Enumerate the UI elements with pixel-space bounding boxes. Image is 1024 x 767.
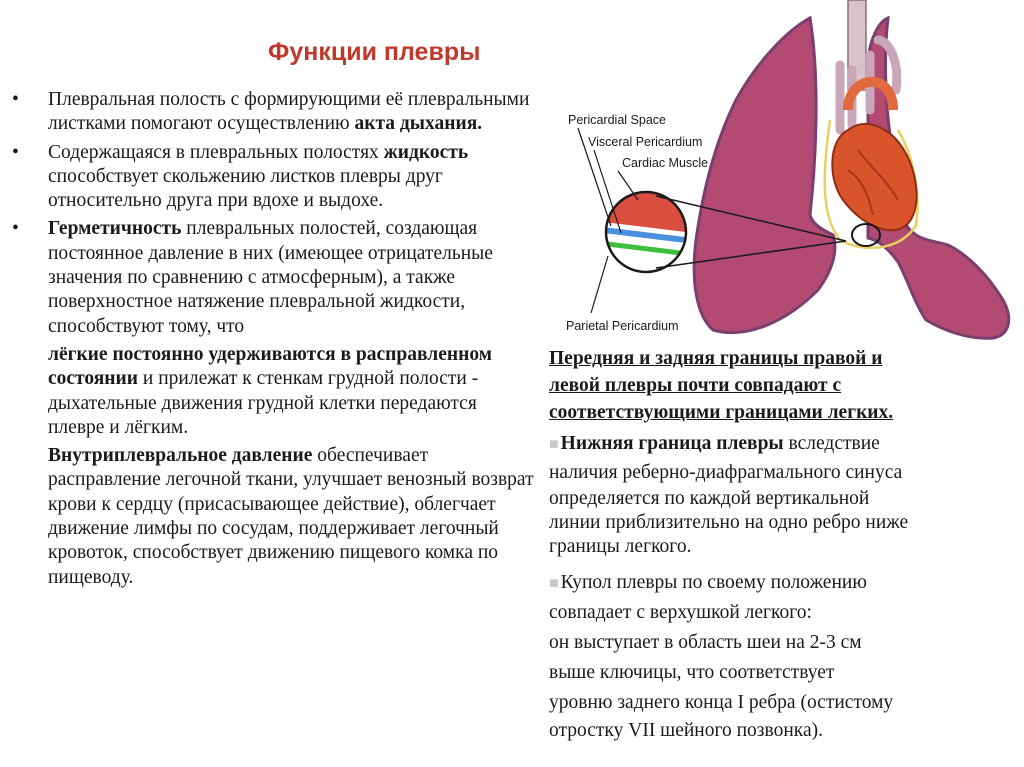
label-pericardial-space: Pericardial Space bbox=[568, 113, 666, 127]
slide-title: Функции плевры bbox=[268, 38, 481, 66]
paragraph-pressure-bold: Внутриплевральное давление bbox=[48, 445, 313, 467]
paragraph-pressure-post: обеспечивает расправление легочной ткани, улучшает венозный возврат крови к сердцу (присасывающее действие), облегчает движение лимфы по сосудам, поддерживает легочный кровоток, способствует движению пищевого комка по пищеводу. bbox=[48, 445, 534, 588]
bullet-2-pre: Содержащаяся в плевральных полостях bbox=[48, 141, 384, 163]
dome-line-6: отростку VII шейного позвонка). bbox=[549, 720, 823, 741]
label-parietal-pericardium: Parietal Pericardium bbox=[566, 319, 679, 333]
lungs-heart-illustration bbox=[548, 0, 1024, 345]
lower-border-line-1 bbox=[549, 430, 1024, 458]
dome-line-1 bbox=[549, 569, 1024, 598]
bullet-icon: • bbox=[12, 141, 19, 163]
dome-line-2: совпадает с верхушкой легкого: bbox=[549, 602, 812, 623]
borders-line-1: Передняя и задняя границы правой и bbox=[549, 348, 883, 369]
bullet-item-3 bbox=[12, 217, 537, 338]
bullet-3-post: плевральных полостей, создающая постоянное давление в них (имеющее отрицательные значения по сравнению с атмосферным), а также поверхностное натяжение плевральной жидкости, способствуют тому, что bbox=[48, 218, 493, 337]
square-bullet-icon: ■ bbox=[549, 575, 559, 592]
paragraph-lungs-post: и прилежат к стенкам грудной полости - дыхательные движения грудной клетки передаются плевре и лёгким. bbox=[48, 368, 479, 438]
paragraph-lungs bbox=[12, 343, 537, 440]
paragraph-lungs-bold: лёгкие постоянно удерживаются в расправленном состоянии bbox=[48, 343, 493, 390]
label-visceral-pericardium: Visceral Pericardium bbox=[588, 135, 703, 149]
bullet-2-post: способствует скольжению листков плевры друг относительно друга при вдохе и выдохе. bbox=[48, 165, 443, 212]
lower-border-line-4: линии приблизительно на одно ребро ниже bbox=[549, 512, 909, 533]
lower-border-line-5: границы легкого. bbox=[549, 536, 692, 557]
dome-line-1-text: Купол плевры по своему положению bbox=[560, 572, 867, 593]
left-column bbox=[12, 88, 537, 594]
borders-line-2: левой плевры почти совпадают с bbox=[549, 375, 842, 396]
bullet-2-bold: жидкость bbox=[383, 141, 469, 163]
bullet-icon: • bbox=[12, 218, 19, 240]
dome-line-3: он выступает в область шеи на 2-3 см bbox=[549, 632, 862, 653]
bullet-icon: • bbox=[12, 89, 19, 110]
pointer-line bbox=[591, 256, 608, 313]
borders-line-3: соответствующими границами легких. bbox=[549, 402, 894, 423]
paragraph-pressure bbox=[12, 444, 537, 590]
label-cardiac-muscle: Cardiac Muscle bbox=[622, 156, 709, 170]
right-lung bbox=[694, 18, 835, 333]
lower-border-post: вследствие bbox=[783, 433, 880, 454]
bullet-item-2 bbox=[12, 141, 537, 214]
bullet-1-bold: акта дыхания. bbox=[354, 113, 483, 135]
dome-line-5: уровню заднего конца I ребра (остистому bbox=[549, 692, 894, 713]
lower-border-line-2: наличия реберно-диафрагмального синуса bbox=[549, 462, 903, 483]
right-column bbox=[549, 345, 1024, 744]
lower-border-bold: Нижняя граница плевры bbox=[560, 433, 784, 454]
square-bullet-icon: ■ bbox=[549, 436, 559, 453]
bullet-item-1 bbox=[12, 88, 537, 137]
bullet-1-text: Плевральная полость с формирующими её плевральными листками помогают осуществлению bbox=[48, 89, 530, 135]
lower-border-line-3: определяется по каждой вертикальной bbox=[549, 488, 870, 509]
bullet-3-bold: Герметичность bbox=[48, 218, 182, 240]
dome-line-4: выше ключицы, что соответствует bbox=[549, 662, 835, 683]
